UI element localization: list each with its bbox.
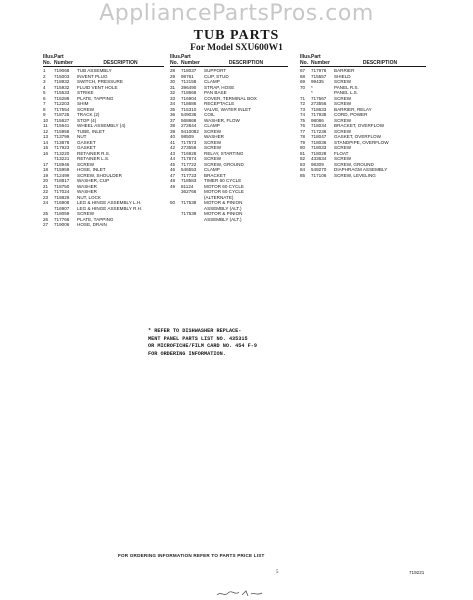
part-number: 717938 (311, 112, 327, 117)
part-description: SCREW (334, 101, 352, 106)
illus-number: 34 (170, 101, 176, 106)
part-description: LEG & HINGE ASSEMBLY L.H. (77, 200, 142, 205)
part-number: 98309 (311, 161, 324, 167)
part-description: SCREW (204, 139, 222, 145)
part-description: TIMER 60 CYCLE (204, 178, 242, 183)
part-number: 718047 (311, 134, 327, 139)
part-number: 568868 (181, 117, 197, 123)
part-number: 718037 (181, 68, 197, 73)
illus-number: 81 (300, 150, 306, 156)
part-description: GASKET (77, 145, 96, 150)
model-subtitle: For Model SXU600W1 (190, 43, 283, 53)
illus-number: 17 (43, 161, 49, 167)
part-number: 719068 (54, 68, 70, 73)
part-description: RETAINER R.S. (77, 150, 111, 156)
illus-number: 69 (300, 79, 306, 84)
part-description: SCREW (204, 145, 222, 150)
part-description: ASSEMBLY (ALT.) (204, 216, 242, 222)
illus-number: 19 (43, 172, 49, 178)
part-number: 98761 (181, 73, 194, 79)
part-description: SWITCH, PRESSURE (77, 79, 123, 84)
part-number: 716928 (181, 150, 197, 156)
part-number: 717923 (54, 145, 70, 150)
note-line: * REFER TO DISHWASHER REPLACE- (148, 328, 242, 334)
part-description: PLATE, TAPPING (77, 95, 114, 101)
part-description: ASSEMBLY (ALT.) (204, 205, 242, 211)
part-number: 99435 (311, 79, 324, 84)
illus-number: 4 (43, 84, 46, 90)
note-line: MENT PANEL PARTS LIST NO. 435315 (148, 335, 248, 342)
part-number: * (311, 84, 313, 90)
illus-number: 24 (43, 200, 49, 205)
part-description: STRIKE (77, 90, 94, 95)
part-number: 715932 (54, 84, 70, 90)
part-description: SCREW (77, 106, 95, 112)
part-number: 549270 (311, 167, 327, 172)
part-number: 549036 (181, 112, 197, 117)
part-number: 713878 (54, 139, 70, 145)
part-description: MOTOR & PINION (204, 200, 243, 205)
illus-number: 77 (300, 128, 306, 134)
part-number: 712203 (54, 101, 70, 106)
parts-column-3 (300, 54, 426, 178)
illus-number: 21 (43, 183, 49, 189)
part-number: 718817 (54, 178, 70, 183)
part-description: SCREW, SHOULDER (77, 172, 122, 178)
part-number: 713221 (54, 156, 70, 161)
illus-number: 68 (300, 73, 306, 79)
part-description: SUPPORT (204, 68, 227, 73)
illus-number: 7 (43, 101, 46, 106)
part-description: SCREW (204, 128, 222, 134)
illus-number: 1 (43, 68, 46, 73)
illus-number: 6 (43, 95, 46, 101)
part-number: 718583 (181, 178, 197, 183)
part-description: SCREW (334, 145, 352, 150)
part-description: WHEEL ASSEMBLY (4) (77, 123, 126, 128)
part-description: STRAP, HOSE (204, 84, 235, 90)
part-description: TRACK (2) (77, 112, 100, 117)
page-code: 719221 (409, 570, 425, 575)
part-number: 715533 (54, 90, 70, 95)
illus-number: 75 (300, 117, 306, 123)
illus-number: 14 (43, 139, 49, 145)
part-number (181, 217, 204, 223)
part-description: SCREW (334, 117, 352, 123)
illus-number: 22 (43, 189, 49, 194)
handwritten-scribble (215, 589, 265, 598)
part-number: 717567 (311, 95, 327, 101)
part-description: SHIM (77, 101, 89, 106)
part-description: PLATE, TAPPING (77, 216, 114, 222)
part-description: PANEL R.S. (334, 84, 359, 90)
part-description: HOSE, DRAIN (77, 222, 107, 227)
illus-number: 67 (300, 68, 306, 73)
illus-number: 78 (300, 134, 306, 139)
column-header-top: Illus. Part (300, 54, 321, 60)
illus-number: 12 (43, 128, 49, 134)
illus-number: 47 (170, 172, 176, 178)
illus-number: 50 (170, 200, 176, 205)
part-number: 715003 (54, 73, 70, 79)
part-number: 716289 (54, 95, 70, 101)
part-description: INVENT PLUG (77, 73, 108, 79)
part-number: 712158 (181, 79, 197, 84)
illus-number: 70 (300, 84, 306, 90)
illus-number: 48 (170, 178, 176, 183)
part-description: TUBE, INLET (77, 128, 105, 134)
part-description: RECEPTACLE (204, 101, 235, 106)
illus-number: 25 (43, 211, 49, 216)
part-row (170, 217, 288, 223)
part-description: BARRIER (334, 68, 355, 73)
part-description: RETAINER L.S. (77, 156, 110, 161)
part-number: 718033 (311, 145, 327, 150)
illus-number: 5 (43, 90, 46, 95)
part-description: GASKET, OVERFLOW (334, 134, 381, 139)
part-number: 273556 (311, 101, 327, 106)
part-description: CLAMP (204, 167, 220, 172)
part-description: (ALTERNATE) (204, 194, 234, 200)
parts-column-2 (170, 54, 288, 222)
illus-number: 27 (43, 222, 49, 227)
illus-number: 39 (170, 128, 176, 134)
part-number: 716904 (181, 95, 197, 101)
illus-number: 44 (170, 156, 176, 161)
part-description: WASHER (77, 183, 97, 189)
part-row (300, 173, 426, 179)
column-header-bottom: No. Number DESCRIPTION (300, 60, 426, 67)
column-header-bottom: No. Number DESCRIPTION (170, 60, 288, 67)
illus-number: 9 (43, 112, 46, 117)
column-header-top: Illus. Part (43, 54, 64, 60)
part-description: SCREW (77, 161, 95, 167)
part-number: 546553 (181, 167, 197, 172)
illus-number: 79 (300, 139, 306, 145)
part-description: WASHER (204, 134, 224, 139)
illus-number: 32 (170, 90, 176, 95)
part-number: 718034 (311, 123, 327, 128)
part-description: NUT (77, 134, 87, 139)
part-description: COIL (204, 112, 215, 117)
part-number: 396490 (181, 84, 197, 90)
part-description: TUB ASSEMBLY (77, 68, 112, 73)
illus-number: 29 (170, 73, 176, 79)
illus-number: 40 (170, 134, 176, 139)
part-number: 718668 (181, 90, 197, 95)
part-number: 716907 (54, 205, 70, 211)
illus-number: 31 (170, 84, 176, 90)
page-number: 5 (276, 570, 279, 575)
part-description: FLOAT (334, 150, 349, 156)
part-description: GASKET (77, 139, 96, 145)
illus-number: 71 (300, 95, 306, 101)
illus-number: 11 (43, 123, 48, 128)
column-header-top: Illus. Part (170, 54, 191, 60)
part-number: 81124 (181, 183, 194, 189)
part-number: 717554 (54, 106, 70, 112)
part-description: SCREW, LEVELING (334, 172, 376, 178)
part-number: 717722 (181, 161, 197, 167)
part-description: SCREW (77, 211, 95, 216)
illus-number: 42 (170, 145, 176, 150)
part-number: 719006 (54, 222, 70, 227)
part-number: 273556 (181, 145, 197, 150)
illus-number: 72 (300, 101, 306, 106)
part-description: CLAMP (204, 123, 220, 128)
part-number: 713799 (54, 134, 70, 139)
part-number: 717539 (181, 211, 197, 216)
part-number: 718946 (54, 161, 70, 167)
part-number: 718686 (181, 101, 197, 106)
part-number: 272844 (181, 123, 197, 128)
part-number: 718036 (311, 139, 327, 145)
part-number: * (311, 90, 313, 95)
illus-number: 10 (43, 117, 49, 123)
note-line: OR MICROFICHE/FILM CARD NO. 454 F-9 (148, 343, 257, 349)
part-description: WASHER, CUP (77, 178, 110, 183)
illus-number: 82 (300, 156, 306, 161)
part-number: 717106 (311, 172, 327, 178)
part-description: SHIELD (334, 73, 351, 79)
part-number: 717573 (181, 139, 197, 145)
illus-number: 74 (300, 112, 306, 117)
illus-number: 33 (170, 95, 176, 101)
illus-number: 13 (43, 134, 49, 139)
part-row (43, 222, 164, 228)
parts-column-1 (43, 54, 164, 228)
illus-number: 37 (170, 117, 176, 123)
part-description: BRACKET (204, 172, 226, 178)
part-description: SCREW (334, 95, 352, 101)
illus-number: 36 (170, 112, 176, 117)
part-description: MOTOR 60 CYCLE (204, 183, 244, 189)
illus-number: 45 (170, 161, 176, 167)
illus-number: 30 (170, 79, 176, 84)
replacement-panel-note (148, 328, 257, 358)
part-number: 718633 (311, 106, 327, 112)
part-description: DIAPHRAGM ASSEMBLY (334, 167, 388, 172)
part-description: CLAMP (204, 79, 220, 84)
illus-number: 43 (170, 150, 176, 156)
part-number: 715557 (311, 73, 327, 79)
part-description: MOTOR 60 CYCLE (204, 189, 244, 194)
part-description: CLIP, STUD (204, 73, 229, 79)
illus-number: 35 (170, 106, 176, 112)
illus-number: 49 (170, 183, 176, 189)
page-title: TUB PARTS (193, 28, 280, 43)
part-number: 717024 (54, 189, 70, 194)
illus-number: 26 (43, 216, 49, 222)
part-number: 98086 (311, 117, 324, 123)
part-description: RELAY, STARTING (204, 150, 244, 156)
part-description: SCREW (334, 128, 352, 134)
part-number: 718829 (54, 194, 70, 200)
part-description: BRACKET, OVERFLOW (334, 123, 385, 128)
part-description: PANEL L.S. (334, 90, 358, 95)
part-number: 9410082 (181, 128, 199, 134)
part-description: COVER, TERMINAL BOX (204, 95, 257, 101)
part-number: 433634 (311, 156, 327, 161)
part-number: 718750 (54, 183, 70, 189)
column-header-bottom: No. Number DESCRIPTION (43, 60, 164, 67)
illus-number: 73 (300, 106, 306, 112)
part-description: HOSE, INLET (77, 167, 106, 172)
part-number: 718059 (54, 211, 70, 216)
part-number: 715958 (54, 128, 70, 134)
part-number: 718932 (54, 79, 70, 84)
part-description: WASHER (77, 189, 97, 194)
illus-number: 83 (300, 161, 306, 167)
part-number: 718028 (311, 150, 327, 156)
ordering-footer: FOR ORDERING INFORMATION REFER TO PARTS PRICE LIST (118, 553, 265, 558)
part-description: SCREW (334, 79, 352, 84)
illus-number: 3 (43, 79, 46, 84)
illus-number: 76 (300, 123, 306, 128)
part-number: 98509 (181, 134, 194, 139)
part-description: BARRIER, RELAY (334, 106, 372, 112)
part-number: 715310 (181, 106, 197, 112)
illus-number: 8 (43, 106, 46, 112)
part-number: 715627 (54, 117, 70, 123)
part-description: SCREW (334, 156, 352, 161)
part-number: 717874 (181, 156, 197, 161)
illus-number: 28 (170, 68, 176, 73)
part-description: CORD, POWER (334, 112, 368, 117)
illus-number: 84 (300, 167, 306, 172)
part-number: 717766 (54, 216, 70, 222)
part-number: 713220 (54, 150, 70, 156)
part-number: 717236 (311, 128, 327, 134)
part-number: 715641 (54, 123, 70, 128)
illus-number: 16 (43, 150, 49, 156)
illus-number: 41 (170, 139, 176, 145)
part-number: 717538 (181, 200, 197, 205)
part-description: SCREW (204, 156, 222, 161)
illus-number: 23 (43, 194, 49, 200)
illus-number: 80 (300, 145, 306, 150)
part-description: SCREW, GROUND (334, 161, 374, 167)
part-description: PAN BASE (204, 90, 227, 95)
part-description: STANDPIPE, OVERFLOW (334, 139, 389, 145)
part-number: 716908 (54, 200, 70, 205)
part-number: 717723 (181, 172, 197, 178)
illus-number: 38 (170, 123, 176, 128)
watermark: AppliancePartsPros.com (99, 1, 374, 26)
part-description: VALVE, WATER INLET (204, 106, 252, 112)
illus-number: 2 (43, 73, 46, 79)
part-description: FLUID VENT HOLE (77, 84, 118, 90)
part-description: SCREW, GROUND (204, 161, 244, 167)
note-line: FOR ORDERING INFORMATION. (148, 350, 226, 357)
part-description: STOP (4) (77, 117, 97, 123)
illus-number: 46 (170, 167, 176, 172)
illus-number: 18 (43, 167, 49, 172)
part-description: LEG & HINGE ASSEMBLY R.H. (77, 205, 143, 211)
part-number: 715959 (54, 167, 70, 172)
part-description: MOTOR & PINION (204, 211, 243, 216)
part-number: 718725 (54, 112, 70, 117)
illus-number: 20 (43, 178, 49, 183)
part-number: 717976 (311, 68, 327, 73)
illus-number: 15 (43, 145, 49, 150)
illus-number: 85 (300, 172, 306, 178)
part-number: 712499 (54, 172, 70, 178)
part-description: WASHER, FLOW (204, 117, 240, 123)
illus-number (170, 217, 181, 223)
part-number: 362766 (181, 189, 197, 194)
part-description: NUT, LOCK (77, 194, 101, 200)
